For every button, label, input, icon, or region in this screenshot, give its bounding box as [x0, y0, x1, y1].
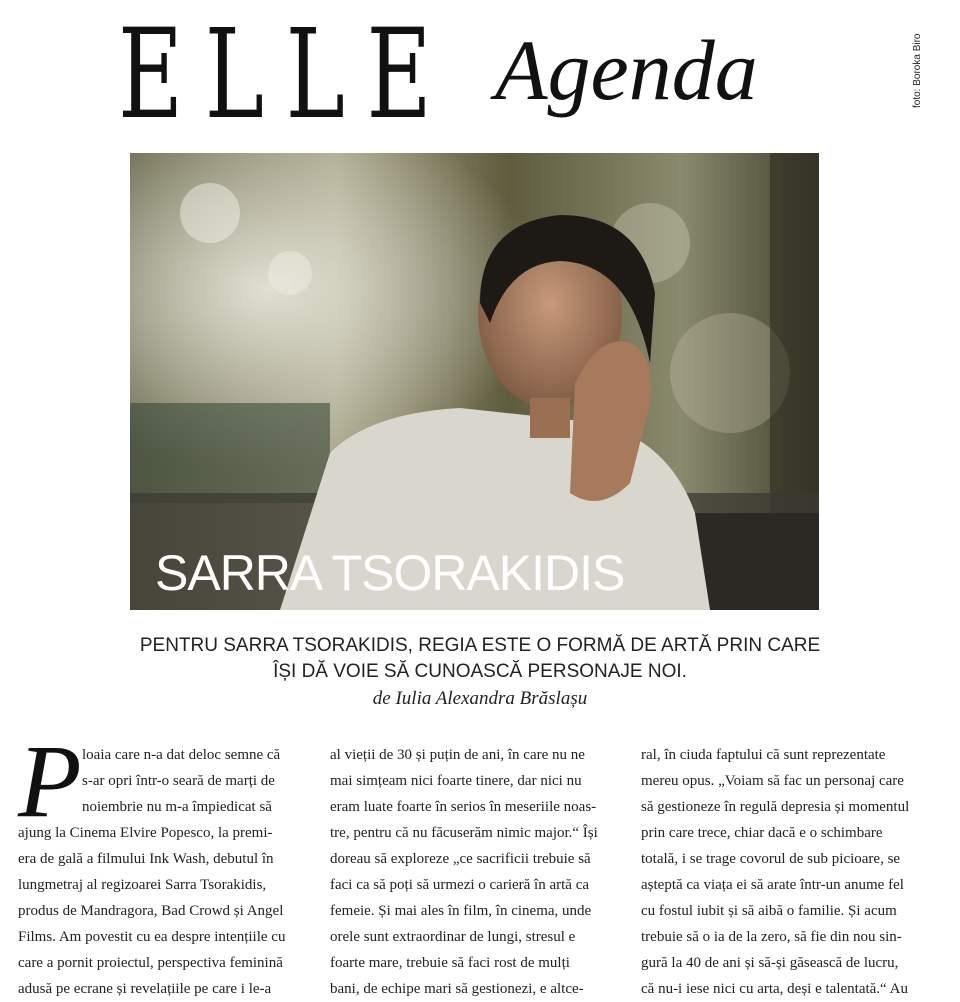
photo-credit-text: foto: Boroka Biro	[912, 33, 923, 108]
article-line: care a pornit proiectul, perspectiva feminină	[18, 955, 283, 971]
article-line: tre, pentru că nu făcuserăm nimic major.“ Își	[330, 825, 598, 841]
lead-paragraph	[110, 633, 850, 685]
article-line: gură la 40 de ani și să-și găsească de lucru,	[641, 955, 899, 971]
article-line: adusă pe ecrane și revelațiile pe care i le-a	[18, 981, 272, 997]
article-line: mereu opus. „Voiam să fac un personaj care	[641, 773, 904, 789]
article-line: prin care trece, chiar dacă e o schimbare	[641, 825, 883, 841]
subject-name-overlay: SARRA TSORAKIDIS	[155, 545, 625, 601]
article-line: ral, în ciuda faptului că sunt reprezentate	[641, 747, 886, 763]
article-line: că nu-i iese nici cu arta, deși e talentată.“ Au	[641, 981, 908, 997]
article-column-3	[641, 742, 931, 1002]
dropcap: P	[18, 724, 82, 839]
lead-line-2: ÎȘI DĂ VOIE SĂ CUNOASCĂ PERSONAJE NOI.	[273, 661, 687, 682]
article-line: așteptă ca viața ei să arate într-un anume fel	[641, 877, 904, 893]
byline: de Iulia Alexandra Brăslașu	[372, 688, 588, 709]
article-line: lungmetraj al regizoarei Sarra Tsorakidis,	[18, 877, 267, 893]
article-line: faci ca să poți să urmezi o carieră în artă ca	[330, 877, 590, 893]
article-line: Films. Am povestit cu ea despre intențiile cu	[18, 929, 286, 945]
article-line: eram luate foarte în serios în meseriile noas-	[330, 799, 597, 815]
article-line: trebuie să o ia de la zero, să fie din nou sin-	[641, 929, 902, 945]
article-line: orele sunt extraordinar de lungi, stresul e	[330, 929, 576, 945]
article-line: mai simțeam nici foarte tinere, dar nici nu	[330, 773, 582, 789]
article-line: cu fostul iubit și să aibă o familie. Și acum	[641, 903, 897, 919]
article-line: produs de Mandragora, Bad Crowd și Angel	[18, 903, 284, 919]
article-line: totală, i se trage covorul de sub picioare, se	[641, 851, 901, 867]
article-line: doreau să exploreze „ce sacrificii trebuie să	[330, 851, 591, 867]
article-line: să gestioneze în regulă depresia și momentul	[641, 799, 910, 815]
article-column-1	[18, 724, 308, 1002]
article-line: bani, de echipe mari să gestionezi, e altce-	[330, 981, 584, 997]
portrait-photo	[130, 153, 819, 610]
article-line: noiembrie nu m-a împiedicat să	[82, 799, 272, 815]
article-line: ajung la Cinema Elvire Popesco, la premi-	[18, 825, 273, 841]
elle-logo: ELLE	[118, 3, 454, 147]
portrait-illustration	[130, 153, 819, 610]
article-line: loaia care n-a dat deloc semne că	[82, 747, 281, 763]
article-column-2	[330, 742, 620, 1002]
article-line: era de gală a filmului Ink Wash, debutul în	[18, 851, 274, 867]
photo-credit	[912, 18, 926, 108]
section-title: Agenda	[495, 22, 758, 118]
article-line: femeie. Și mai ales în film, în cinema, unde	[330, 903, 592, 919]
article-line: s-ar opri într-o seară de marți de	[82, 773, 275, 789]
lead-line-1: PENTRU SARRA TSORAKIDIS, REGIA ESTE O FORMĂ DE ARTĂ PRIN CARE	[139, 635, 821, 656]
article-line: foarte mare, trebuie să faci rost de mulți	[330, 955, 570, 971]
article-line: al vieții de 30 și puțin de ani, în care nu ne	[330, 747, 585, 763]
